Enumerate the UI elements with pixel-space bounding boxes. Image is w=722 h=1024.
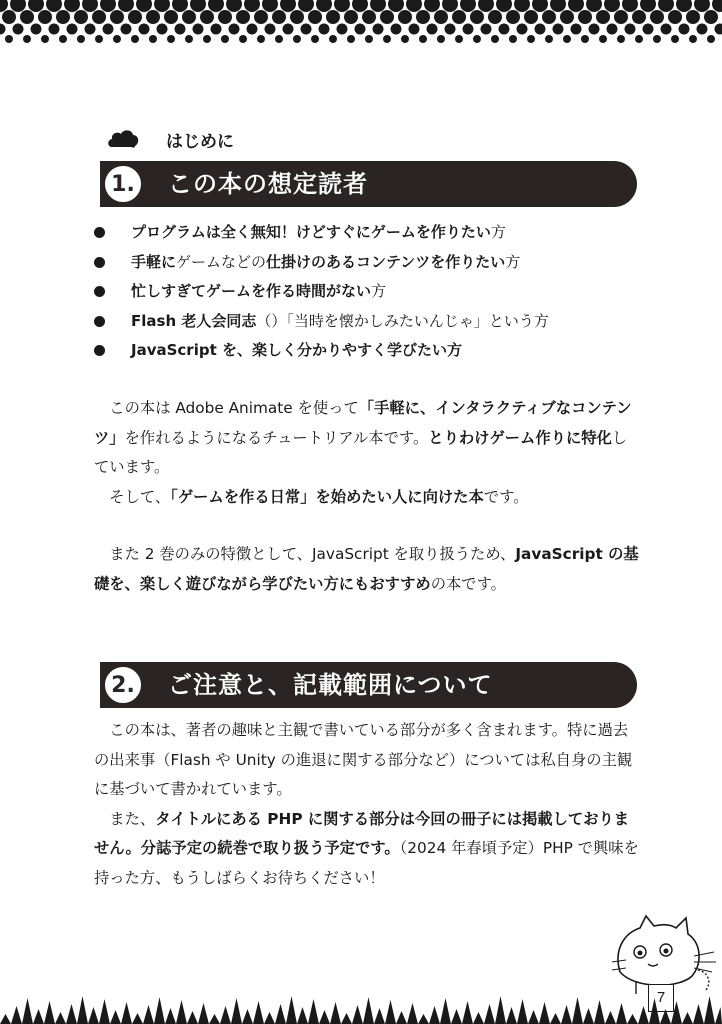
text-run: の本です。 bbox=[430, 574, 506, 593]
bullet-text: （）「当時を懐かしみたいんじゃ」という方 bbox=[256, 311, 549, 330]
text-run: です。 bbox=[483, 487, 529, 506]
page-number: 7 bbox=[648, 984, 674, 1012]
bullet-text-bold: 手軽に bbox=[131, 252, 177, 271]
paragraph bbox=[94, 805, 642, 894]
text-run-bold: 「手軽に、インタラクティブなコンテンツ」 bbox=[94, 399, 632, 447]
bullet-icon bbox=[94, 345, 105, 356]
top-dot-border bbox=[0, 0, 722, 48]
section-number-2: 2. bbox=[102, 664, 144, 706]
section-header-2 bbox=[100, 662, 637, 708]
section-number-1: 1. bbox=[102, 163, 144, 205]
text-run-bold: JavaScript の基礎を、楽しく遊びながら学びたい方にもおすすめ bbox=[94, 545, 639, 593]
bullet-text: 方 bbox=[505, 252, 521, 271]
intro-heading bbox=[106, 124, 234, 154]
cat-mascot-illustration bbox=[610, 912, 722, 994]
paragraph bbox=[94, 540, 642, 599]
javascript-paragraph bbox=[94, 540, 642, 599]
list-item bbox=[94, 248, 654, 278]
text-run-bold: 「ゲームを作る日常」を始めたい人に向けた本 bbox=[170, 487, 484, 506]
list-item bbox=[94, 277, 654, 307]
text-run: また、 bbox=[109, 809, 156, 828]
intro-paragraph-block bbox=[94, 394, 642, 512]
audience-list bbox=[94, 218, 654, 366]
bullet-text: 方 bbox=[371, 282, 387, 300]
bullet-text-bold: 仕掛けのあるコンテンツを作りたい bbox=[266, 252, 506, 271]
list-item bbox=[94, 336, 654, 366]
intro-label: はじめに bbox=[166, 131, 234, 152]
bullet-text-bold: Flash 老人会同志 bbox=[131, 311, 257, 330]
text-run: この本は Adobe Animate を使って bbox=[109, 399, 359, 417]
bullet-icon bbox=[94, 316, 105, 327]
bullet-icon bbox=[94, 286, 105, 297]
text-run: この本は、著者の趣味と主観で書いている部分が多く含まれます。特に過去の出来事（Flash や Unity の進退に関する部分など）については私自身の主観に基づいて書かれています。 bbox=[94, 721, 633, 798]
text-run-bold: とりわけゲーム作りに特化 bbox=[428, 428, 612, 447]
text-run: しています。 bbox=[94, 428, 628, 476]
bullet-text-bold: プログラムは全く無知！けどすぐにゲームを作りたい bbox=[131, 223, 491, 241]
paragraph bbox=[94, 483, 642, 513]
text-run-bold: タイトルにある PHP に関する部分は今回の冊子には掲載しておりません。分誌予定の続巻で取り扱う予定です。 bbox=[94, 809, 630, 857]
list-item bbox=[94, 307, 654, 337]
cloud-icon bbox=[106, 127, 140, 151]
bullet-icon bbox=[94, 227, 105, 238]
text-run: また 2 巻のみの特徴として、JavaScript を取り扱うため、 bbox=[109, 545, 516, 563]
text-run: （2024 年春頃予定）PHP で興味を持った方、もうしばらくお待ちください！ bbox=[94, 839, 639, 887]
list-item bbox=[94, 218, 654, 248]
paragraph bbox=[94, 716, 642, 805]
section-title-2: ご注意と、記載範囲について bbox=[168, 671, 493, 699]
text-run: を作れるようになるチュートリアル本です。 bbox=[124, 428, 429, 447]
section-title-1: この本の想定読者 bbox=[168, 170, 368, 198]
bottom-grass-border bbox=[0, 992, 722, 1024]
bullet-icon bbox=[94, 257, 105, 268]
section-header-1 bbox=[100, 161, 637, 207]
bullet-text: 方 bbox=[490, 223, 506, 241]
bullet-text: ゲームなどの bbox=[176, 252, 267, 271]
paragraph bbox=[94, 394, 642, 483]
bullet-text-bold: 忙しすぎてゲームを作る時間がない bbox=[131, 282, 372, 300]
text-run: そして、 bbox=[109, 487, 171, 506]
notice-paragraph-block bbox=[94, 716, 642, 893]
bullet-text-bold: JavaScript を、楽しく分かりやすく学びたい方 bbox=[131, 341, 462, 359]
